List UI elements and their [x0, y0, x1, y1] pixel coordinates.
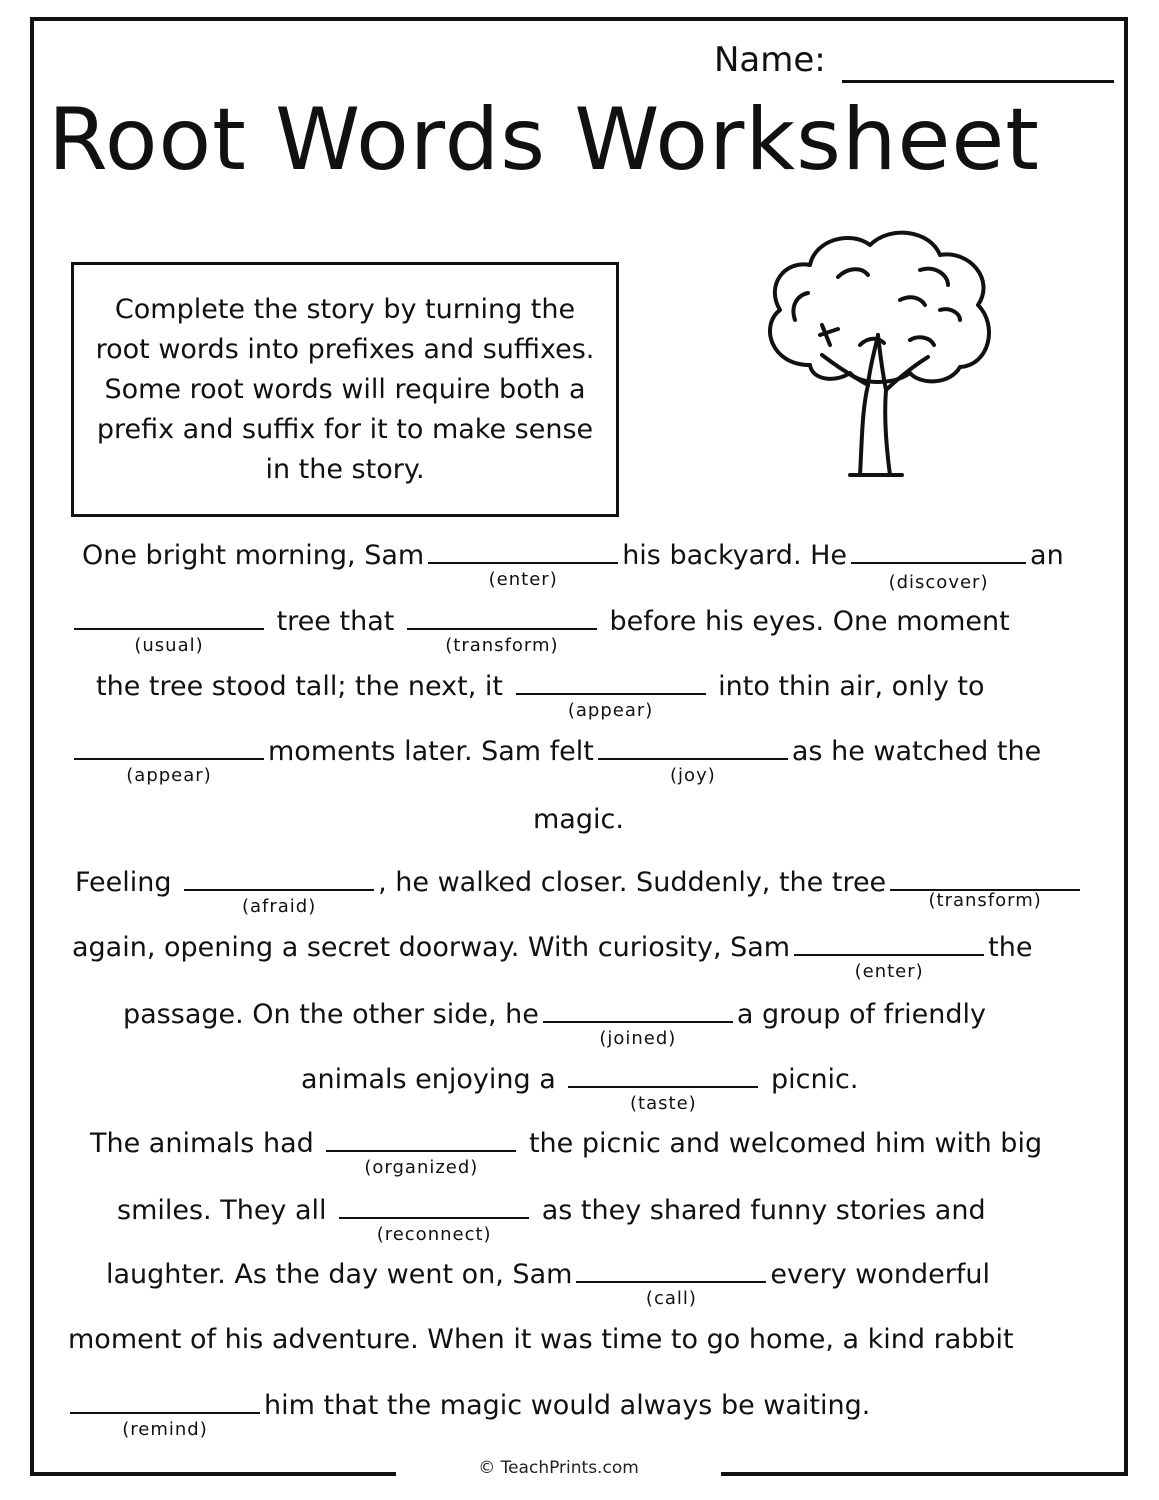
answer-blank[interactable]	[598, 756, 788, 786]
root-word-hint: (reconnect)	[376, 1224, 492, 1245]
story-text: his backyard. He	[622, 540, 848, 571]
story-text: smiles. They all	[117, 1195, 327, 1226]
root-word-hint: (appear)	[567, 700, 654, 721]
root-word-hint: (remind)	[122, 1419, 208, 1440]
story-text: an	[1030, 540, 1064, 571]
story-text: One bright morning, Sam	[82, 540, 425, 571]
story-text: a group of friendly	[736, 999, 987, 1030]
root-word-hint: (transform)	[928, 890, 1042, 911]
story-text: The animals had	[90, 1128, 314, 1159]
root-word-hint: (joined)	[599, 1028, 677, 1049]
story-text: as he watched the	[791, 736, 1042, 767]
story-text: passage. On the other side, he	[123, 999, 539, 1030]
answer-blank[interactable]	[326, 1148, 516, 1178]
story-text: , he walked closer. Suddenly, the tree	[378, 867, 887, 898]
story-text: the picnic and welcomed him with big	[528, 1128, 1043, 1159]
answer-blank[interactable]	[543, 1019, 733, 1049]
root-word-hint: (discover)	[888, 572, 989, 593]
root-word-hint: (taste)	[630, 1093, 697, 1114]
story-text: again, opening a secret doorway. With curiosity, Sam	[72, 932, 791, 963]
story-line-5	[533, 804, 624, 835]
story-line-2	[70, 606, 1010, 656]
answer-blank[interactable]	[74, 626, 264, 656]
answer-blank[interactable]	[851, 560, 1026, 593]
root-word-hint: (afraid)	[241, 896, 317, 917]
story-text: picnic.	[770, 1064, 859, 1095]
answer-blank[interactable]	[74, 756, 264, 786]
answer-blank[interactable]	[428, 560, 618, 590]
story-line-6	[75, 867, 1084, 917]
root-word-hint: (call)	[645, 1288, 697, 1309]
answer-blank[interactable]	[339, 1215, 529, 1245]
name-label: Name:	[714, 40, 826, 80]
story-line-13	[68, 1324, 1014, 1355]
answer-blank[interactable]	[184, 887, 374, 917]
story-text: laughter. As the day went on, Sam	[106, 1259, 573, 1290]
answer-blank[interactable]	[568, 1084, 758, 1114]
answer-blank[interactable]	[70, 1410, 260, 1440]
story-line-8	[123, 999, 987, 1049]
story-text: animals enjoying a	[301, 1064, 556, 1095]
instructions-text: Complete the story by turning the root words into prefixes and suffixes. Some root words will require both a prefix and suffix for it to make sense in the story.	[95, 293, 595, 485]
answer-blank[interactable]	[576, 1279, 766, 1309]
story-text: tree that	[276, 606, 395, 637]
story-text: every wonderful	[770, 1259, 990, 1290]
story-line-12	[106, 1259, 990, 1309]
root-word-hint: (transform)	[445, 635, 559, 656]
story-line-9	[301, 1064, 859, 1114]
story-text: him that the magic would always be waiting.	[264, 1390, 871, 1421]
root-word-hint: (enter)	[854, 961, 924, 982]
story-text: moment of his adventure. When it was time to go home, a kind rabbit	[68, 1324, 1014, 1355]
root-word-hint: (appear)	[126, 765, 212, 786]
story-text: before his eyes. One moment	[609, 606, 1010, 637]
story-text: moments later. Sam felt	[268, 736, 594, 767]
root-word-hint: (usual)	[134, 635, 204, 656]
story-text: the	[988, 932, 1033, 963]
tree-icon	[750, 225, 1000, 485]
story-text: magic.	[533, 804, 624, 835]
answer-blank[interactable]	[407, 626, 597, 656]
story-line-11	[117, 1195, 986, 1245]
answer-blank[interactable]	[516, 691, 706, 721]
story-line-14	[66, 1390, 871, 1440]
name-field[interactable]	[842, 80, 1114, 83]
root-word-hint: (organized)	[364, 1157, 479, 1178]
story-line-4	[70, 736, 1042, 786]
story-line-10	[90, 1128, 1043, 1178]
instructions-box	[71, 262, 619, 517]
page-title: Root Words Worksheet	[48, 90, 1040, 190]
story-line-1	[82, 540, 1064, 593]
root-word-hint: (enter)	[488, 569, 558, 590]
answer-blank[interactable]	[890, 887, 1080, 911]
root-word-hint: (joy)	[670, 765, 716, 786]
story-line-7	[72, 932, 1033, 982]
answer-blank[interactable]	[794, 952, 984, 982]
story-text: as they shared funny stories and	[541, 1195, 986, 1226]
story-text: into thin air, only to	[718, 671, 985, 702]
footer-credit: © TeachPrints.com	[478, 1458, 639, 1478]
story-text: Feeling	[75, 867, 172, 898]
story-text: the tree stood tall; the next, it	[96, 671, 503, 702]
story-line-3	[96, 671, 985, 721]
